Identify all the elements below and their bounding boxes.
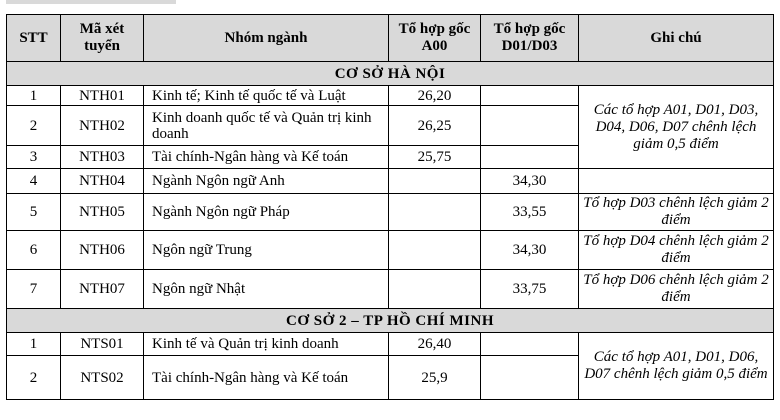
cell-a00: 26,40 bbox=[389, 333, 481, 356]
header-note: Ghi chú bbox=[579, 15, 774, 62]
admission-score-table-container bbox=[6, 14, 774, 400]
header-d01: Tổ hợp gốc D01/D03 bbox=[481, 15, 579, 62]
cell-group: Kinh tế; Kinh tế quốc tế và Luật bbox=[144, 86, 389, 106]
cell-d01: 33,55 bbox=[481, 194, 579, 231]
table-row bbox=[7, 333, 774, 356]
cell-a00: 25,9 bbox=[389, 356, 481, 400]
header-code: Mã xét tuyển bbox=[61, 15, 144, 62]
cell-note-hcm: Các tổ hợp A01, D01, D06, D07 chênh lệch giảm 0,5 điểm bbox=[579, 333, 774, 400]
cell-group: Ngành Ngôn ngữ Anh bbox=[144, 169, 389, 194]
cell-group: Tài chính-Ngân hàng và Kế toán bbox=[144, 356, 389, 400]
cell-code: NTH03 bbox=[61, 146, 144, 169]
cell-stt: 6 bbox=[7, 231, 61, 270]
cell-d01 bbox=[481, 333, 579, 356]
cell-d01: 33,75 bbox=[481, 270, 579, 309]
cell-code: NTH07 bbox=[61, 270, 144, 309]
cell-a00 bbox=[389, 231, 481, 270]
cell-d01 bbox=[481, 86, 579, 106]
table-row bbox=[7, 194, 774, 231]
cell-d01 bbox=[481, 356, 579, 400]
cell-code: NTH02 bbox=[61, 106, 144, 146]
cell-stt: 5 bbox=[7, 194, 61, 231]
cell-code: NTS01 bbox=[61, 333, 144, 356]
top-edge-band bbox=[6, 0, 176, 4]
table-row bbox=[7, 86, 774, 106]
cell-group: Ngôn ngữ Nhật bbox=[144, 270, 389, 309]
cell-d01 bbox=[481, 146, 579, 169]
cell-stt: 1 bbox=[7, 333, 61, 356]
cell-group: Ngành Ngôn ngữ Pháp bbox=[144, 194, 389, 231]
section-title-hcm: CƠ SỞ 2 – TP HỒ CHÍ MINH bbox=[7, 309, 774, 333]
cell-stt: 4 bbox=[7, 169, 61, 194]
table-row bbox=[7, 270, 774, 309]
table-row bbox=[7, 231, 774, 270]
header-group: Nhóm ngành bbox=[144, 15, 389, 62]
header-stt: STT bbox=[7, 15, 61, 62]
section-row-hcm bbox=[7, 309, 774, 333]
cell-d01 bbox=[481, 106, 579, 146]
cell-a00: 26,20 bbox=[389, 86, 481, 106]
cell-code: NTH05 bbox=[61, 194, 144, 231]
cell-stt: 2 bbox=[7, 356, 61, 400]
cell-stt: 3 bbox=[7, 146, 61, 169]
cell-group: Ngôn ngữ Trung bbox=[144, 231, 389, 270]
cell-a00: 25,75 bbox=[389, 146, 481, 169]
cell-group: Tài chính-Ngân hàng và Kế toán bbox=[144, 146, 389, 169]
cell-note: Tổ hợp D03 chênh lệch giảm 2 điểm bbox=[579, 194, 774, 231]
cell-stt: 2 bbox=[7, 106, 61, 146]
cell-d01: 34,30 bbox=[481, 231, 579, 270]
header-a00: Tổ hợp gốc A00 bbox=[389, 15, 481, 62]
cell-note-group1: Các tổ hợp A01, D01, D03, D04, D06, D07 chênh lệch giảm 0,5 điểm bbox=[579, 86, 774, 169]
cell-code: NTH04 bbox=[61, 169, 144, 194]
header-row bbox=[7, 15, 774, 62]
cell-code: NTS02 bbox=[61, 356, 144, 400]
section-row-hanoi bbox=[7, 62, 774, 86]
cell-stt: 7 bbox=[7, 270, 61, 309]
cell-note: Tổ hợp D04 chênh lệch giảm 2 điểm bbox=[579, 231, 774, 270]
table-row bbox=[7, 169, 774, 194]
section-title-hanoi: CƠ SỞ HÀ NỘI bbox=[7, 62, 774, 86]
cell-group: Kinh tế và Quản trị kinh doanh bbox=[144, 333, 389, 356]
cell-code: NTH01 bbox=[61, 86, 144, 106]
cell-a00: 26,25 bbox=[389, 106, 481, 146]
cell-stt: 1 bbox=[7, 86, 61, 106]
cell-code: NTH06 bbox=[61, 231, 144, 270]
cell-group: Kinh doanh quốc tế và Quản trị kinh doanh bbox=[144, 106, 389, 146]
cell-a00 bbox=[389, 270, 481, 309]
cell-a00 bbox=[389, 194, 481, 231]
cell-note: Tổ hợp D06 chênh lệch giảm 2 điểm bbox=[579, 270, 774, 309]
cell-note-empty bbox=[579, 169, 774, 194]
cell-d01: 34,30 bbox=[481, 169, 579, 194]
cell-a00 bbox=[389, 169, 481, 194]
admission-score-table bbox=[6, 14, 774, 400]
